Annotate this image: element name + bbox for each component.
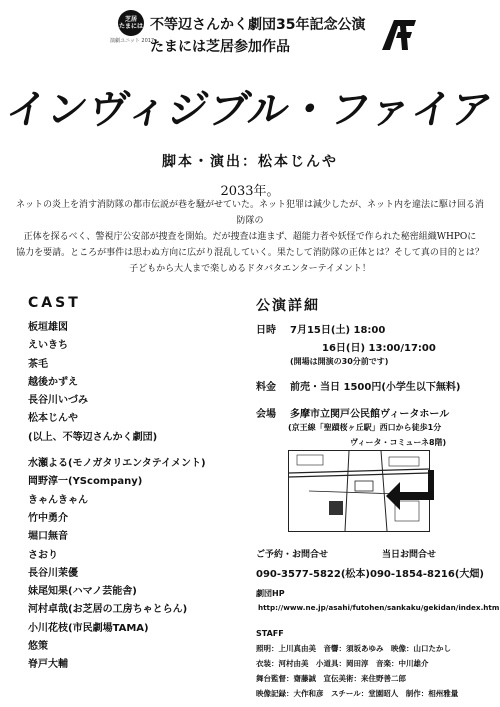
logo-text: 芝居 たまには — [118, 16, 143, 30]
contact-day-label: 当日お問合せ — [382, 550, 437, 560]
cast-group-note: (以上、不等辺さんかく劇団) — [28, 431, 158, 443]
price-label: 料金 — [256, 382, 276, 393]
cast-heading: CAST — [28, 295, 81, 311]
hp-url[interactable]: http://www.ne.jp/asahi/futohen/sankaku/gekidan/index.htm — [258, 603, 500, 612]
phone-reservation: 090-3577-5822(松本) — [256, 569, 370, 580]
writer-director-credit: 脚本・演出：松本じんや — [162, 154, 338, 170]
cast-member: 板垣雄図 — [28, 322, 68, 333]
cast-member: 竹中勇介 — [28, 512, 68, 524]
main-title: インヴィジブル・ファイア — [2, 87, 497, 133]
synopsis-line: ネットの炎上を消す消防隊の都市伝説が巷を騒がせていた。ネット犯罪は減少したが、ネット内を違法に駆け回る消防隊の — [15, 200, 484, 226]
details-heading: 公演詳細 — [256, 298, 320, 314]
cast-member: 茶毛 — [28, 358, 48, 370]
staff-line: 舞台監督：齋藤誠 宣伝美術：来住野善二郎 — [256, 674, 406, 683]
map-arrow-icon — [384, 468, 434, 514]
cast-member: 悠策 — [28, 641, 48, 653]
staff-line: 照明：上川真由美 音響：須坂あゆみ 映像：山口たかし — [256, 644, 451, 653]
cast-member: 長谷川茉優 — [28, 567, 78, 579]
cast-member: 越後かずえ — [28, 376, 78, 388]
date-label: 日時 — [256, 325, 276, 336]
header-line-1: 不等辺さんかく劇団35年記念公演 — [150, 17, 366, 33]
cast-member: さおり — [28, 549, 58, 561]
af-logo — [380, 16, 418, 52]
access-line-2: ヴィータ・コミューネ8階) — [350, 438, 447, 447]
cast-member: 小川花枝(市民劇場TAMA) — [28, 622, 149, 634]
cast-member: きゃんきゃん — [28, 494, 88, 506]
synopsis-line: 協力を要請。ところが事件は思わぬ方向に広がり混乱していく。果たして消防隊の正体とは？そして真の目的とは？ — [16, 248, 484, 258]
date-note: (開場は開演の30分前です) — [290, 357, 389, 366]
cast-member: 水瀬よる(モノガタリエンタテイメント) — [28, 458, 206, 470]
cast-member: 脊戸大輔 — [28, 659, 68, 671]
staff-heading: STAFF — [256, 629, 284, 638]
access-line-1: (京王線「聖蹟桜ヶ丘駅」西口から徒歩1分 — [288, 423, 442, 432]
synopsis — [12, 197, 488, 277]
cast-member: 長谷川いづみ — [28, 395, 88, 407]
venue-label: 会場 — [256, 409, 276, 420]
hp-label: 劇団HP — [256, 589, 285, 598]
venue: 多摩市立関戸公民館ヴィータホール — [290, 409, 450, 420]
cast-member: えいきち — [28, 340, 68, 352]
header-line-2: たまには芝居参加作品 — [150, 39, 290, 55]
contact-label: ご予約・お問合せ — [256, 550, 329, 560]
date-second: 16日(日) 13:00/17:00 — [322, 343, 436, 354]
cast-member: 岡野淳一(YScompany) — [28, 476, 143, 488]
logo-subtext: 演劇ユニット 2017 — [110, 38, 155, 44]
year-heading: 2033年。 — [220, 184, 280, 199]
synopsis-line: 正体を探るべく、警視庁公安部が捜査を開始。だが捜査は進まず、超能力者や妖怪で作られた秘密組織WHPOに — [23, 232, 477, 242]
date-first: 7月15日(土) 18:00 — [290, 325, 386, 336]
synopsis-line: 子どもから大人まで楽しめるドタバタエンターテイメント！ — [129, 264, 371, 274]
price: 前売・当日 1500円(小学生以下無料) — [290, 382, 461, 393]
cast-member: 堀口無音 — [28, 531, 68, 543]
staff-line: 衣装：河村由美 小道具：岡田淳 音楽：中川雄介 — [256, 659, 429, 668]
cast-member: 松本じんや — [28, 413, 78, 425]
cast-member: 妹尾知果(ハマノ芸能舎) — [28, 586, 137, 598]
staff-line: 映像記録：大作和彦 スチール：堂園昭人 制作：相州雅量 — [256, 689, 459, 698]
phone-day: 090-1854-8216(大畑) — [370, 569, 484, 580]
tamanishibai-logo — [118, 10, 144, 36]
cast-list — [28, 319, 206, 675]
cast-member: 河村卓哉(お芝居の工房ちゃとらん) — [28, 604, 188, 616]
